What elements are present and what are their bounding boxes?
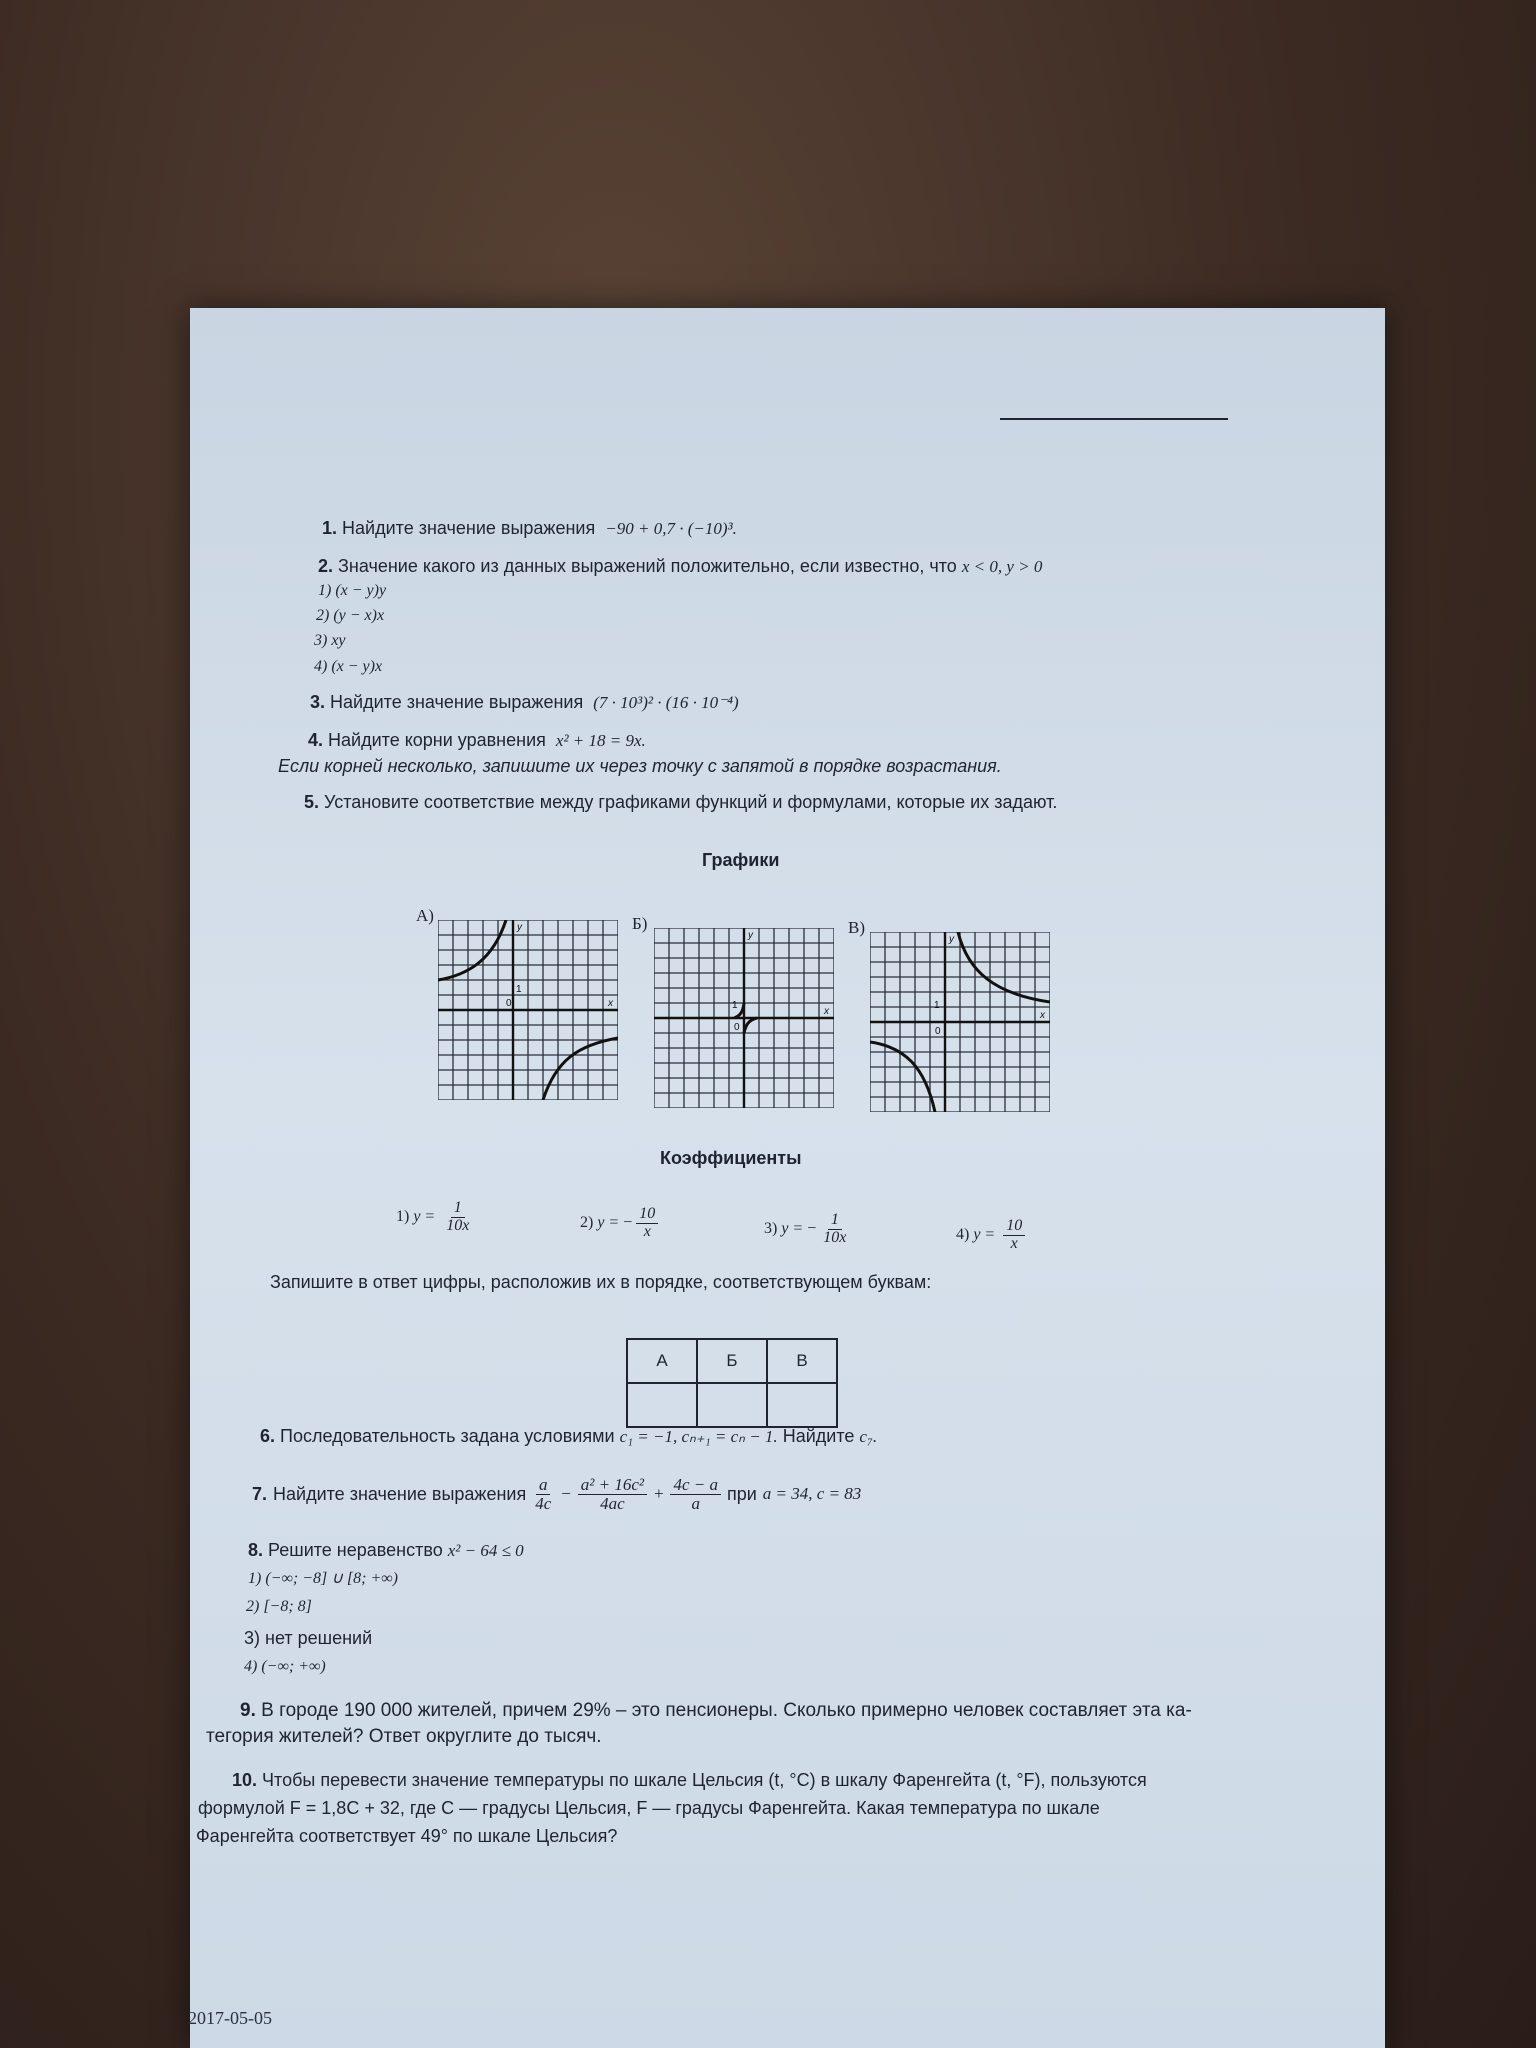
- question-3: [310, 692, 739, 713]
- coef-2-lhs: y =: [597, 1214, 620, 1232]
- graph-b-x-label: x: [824, 1006, 829, 1017]
- answer-cell-v[interactable]: [767, 1383, 837, 1427]
- q1-text: Найдите значение выражения: [342, 518, 596, 538]
- q10-number: 10.: [232, 1770, 258, 1790]
- coef-3-number: 3): [764, 1220, 778, 1238]
- question-8: [248, 1540, 524, 1561]
- q6-expression: c₁ = −1, cₙ₊₁ = cₙ − 1.: [619, 1427, 778, 1446]
- graph-a: [438, 920, 618, 1100]
- worksheet-paper: [190, 308, 1385, 2048]
- q8-expression: x² − 64 ≤ 0: [447, 1541, 524, 1560]
- q7-tail: при: [726, 1483, 757, 1504]
- graph-v-y-label: y: [949, 934, 954, 945]
- q7-text: Найдите значение выражения: [273, 1483, 527, 1504]
- coefficients-title: Коэффициенты: [660, 1148, 802, 1168]
- question-2: [318, 556, 1042, 577]
- coef-3-fraction: $\frac{1}{10x}$: [823, 1211, 847, 1246]
- q2-number: 2.: [318, 556, 334, 576]
- coef-4-number: 4): [956, 1226, 970, 1244]
- q8-option-4: 4) (−∞; +∞): [244, 1658, 326, 1675]
- q8-text: Решите неравенство: [268, 1540, 443, 1560]
- q2-condition: x < 0, y > 0: [961, 557, 1043, 576]
- coef-2-number: 2): [580, 1214, 594, 1232]
- q8-number: 8.: [248, 1540, 264, 1560]
- q2-text: Значение какого из данных выражений положительно, если известно, что: [338, 556, 957, 576]
- graph-a-y-label: y: [517, 922, 522, 933]
- q3-text: Найдите значение выражения: [330, 692, 584, 712]
- graph-b-one: 1: [732, 1000, 738, 1011]
- coef-2: [580, 1206, 658, 1241]
- graph-a-curve-right: [543, 1038, 618, 1100]
- q4-note: Если корней несколько, запишите их через точку с запятой в порядке возрастания.: [278, 756, 1002, 776]
- q9-line-2: тегория жителей? Ответ округлите до тысяч.: [206, 1726, 602, 1747]
- coef-3: [764, 1212, 849, 1247]
- q10-line-2: формулой F = 1,8C + 32, где C — градусы Цельсия, F — градусы Фаренгейта. Какая температура по шкале: [198, 1798, 1100, 1818]
- coef-4-fraction: $\frac{10}{x}$: [1003, 1218, 1025, 1253]
- q2-option-1: 1) (x − y)y: [318, 582, 387, 599]
- coef-4-lhs: y =: [973, 1226, 996, 1244]
- q7-fraction-2: $\frac{\text{a² + 16c²}}{4ac}$: [578, 1476, 647, 1513]
- coef-1: [396, 1200, 472, 1235]
- q8-option-3: 3) нет решений: [244, 1628, 373, 1648]
- q7-fraction-1: $\frac{a}{4c}$: [535, 1475, 552, 1513]
- graph-v-one: 1: [934, 1000, 940, 1011]
- q4-number: 4.: [308, 730, 324, 750]
- question-10: [232, 1770, 1147, 1791]
- graph-a-one: 1: [516, 984, 522, 995]
- q5-number: 5.: [304, 792, 320, 812]
- answer-cell-b[interactable]: [697, 1383, 767, 1427]
- answer-cell-a[interactable]: [627, 1383, 697, 1427]
- coef-1-fraction: $\frac{1}{10x}$: [446, 1199, 470, 1234]
- q9-line-1: В городе 190 000 жителей, причем 29% – это пенсионеры. Сколько примерно человек составляет эта ка-: [261, 1700, 1192, 1721]
- question-1: [322, 518, 737, 539]
- graph-a-x-label: x: [608, 998, 613, 1009]
- coef-3-lhs: y =: [781, 1220, 804, 1238]
- coef-3-sign: −: [807, 1220, 817, 1238]
- graph-v: [870, 932, 1050, 1112]
- q8-option-2: 2) [−8; 8]: [246, 1598, 312, 1615]
- coef-1-lhs: y =: [413, 1208, 436, 1226]
- coef-2-sign: −: [623, 1214, 633, 1232]
- question-5: [304, 792, 1057, 813]
- graph-label-a: А): [416, 906, 434, 925]
- coef-1-number: 1): [396, 1208, 410, 1226]
- q4-text: Найдите корни уравнения: [328, 730, 546, 750]
- graph-v-zero: 0: [935, 1026, 941, 1037]
- name-line: [1000, 418, 1228, 420]
- q4-expression: x² + 18 = 9x.: [555, 731, 646, 750]
- q6-tail: Найдите: [782, 1426, 855, 1446]
- graph-b-zero: 0: [734, 1022, 740, 1033]
- graph-b-y-label: y: [748, 930, 753, 941]
- q9-number: 9.: [240, 1700, 256, 1721]
- q7-fraction-3: $\frac{4c - a}{a}$: [670, 1476, 721, 1513]
- graph-b: [654, 928, 834, 1108]
- question-7: 7. Найдите значение выражения $\frac{a}{4c}$ − $\frac{\text{a² + 16c²}}{4ac}$ + $\frac{4c - a}{a}$ при a = 34, c = 83: [252, 1475, 862, 1513]
- answer-instruction: Запишите в ответ цифры, расположив их в порядке, соответствующем буквам:: [270, 1272, 932, 1292]
- question-4: [308, 730, 646, 751]
- q5-text: Установите соответствие между графиками функций и формулами, которые их задают.: [324, 792, 1058, 812]
- q2-option-3: 3) xy: [314, 632, 346, 649]
- graphs-title: Графики: [702, 850, 780, 870]
- graph-b-curve-right: [744, 1018, 757, 1033]
- q10-line-3: Фаренгейта соответствует 49° по шкале Цельсия?: [196, 1826, 618, 1846]
- question-9: [240, 1700, 1192, 1722]
- photo-date-stamp: 2017-05-05: [188, 2008, 272, 2028]
- question-6: [260, 1426, 877, 1447]
- q2-option-4: 4) (x − y)x: [314, 658, 383, 675]
- q1-expression: −90 + 0,7 · (−10)³.: [605, 519, 737, 538]
- q7-number: 7.: [252, 1483, 268, 1504]
- q7-values: a = 34, c = 83: [762, 1484, 862, 1504]
- q8-option-1: 1) (−∞; −8] ∪ [8; +∞): [248, 1570, 399, 1587]
- q10-line-1: Чтобы перевести значение температуры по шкале Цельсия (t, °C) в шкалу Фаренгейта (t, °F), пользуются: [262, 1770, 1147, 1790]
- answer-header-a: А: [627, 1339, 697, 1383]
- answer-header-v: В: [767, 1339, 837, 1383]
- answer-header-b: Б: [697, 1339, 767, 1383]
- graph-label-v: В): [848, 918, 865, 937]
- graph-v-x-label: x: [1040, 1010, 1045, 1021]
- answer-table: [626, 1338, 838, 1428]
- q6-target: c₇.: [859, 1427, 878, 1446]
- graph-label-b: Б): [632, 914, 648, 933]
- q3-number: 3.: [310, 692, 326, 712]
- q3-expression: (7 · 10³)² · (16 · 10⁻⁴): [593, 693, 739, 712]
- q6-text: Последовательность задана условиями: [280, 1426, 615, 1446]
- coef-4: [956, 1218, 1025, 1253]
- q6-number: 6.: [260, 1426, 276, 1446]
- q2-option-2: 2) (y − x)x: [316, 607, 385, 624]
- coef-2-fraction: $\frac{10}{x}$: [636, 1206, 658, 1241]
- graph-a-zero: 0: [506, 998, 512, 1009]
- q1-number: 1.: [322, 518, 338, 538]
